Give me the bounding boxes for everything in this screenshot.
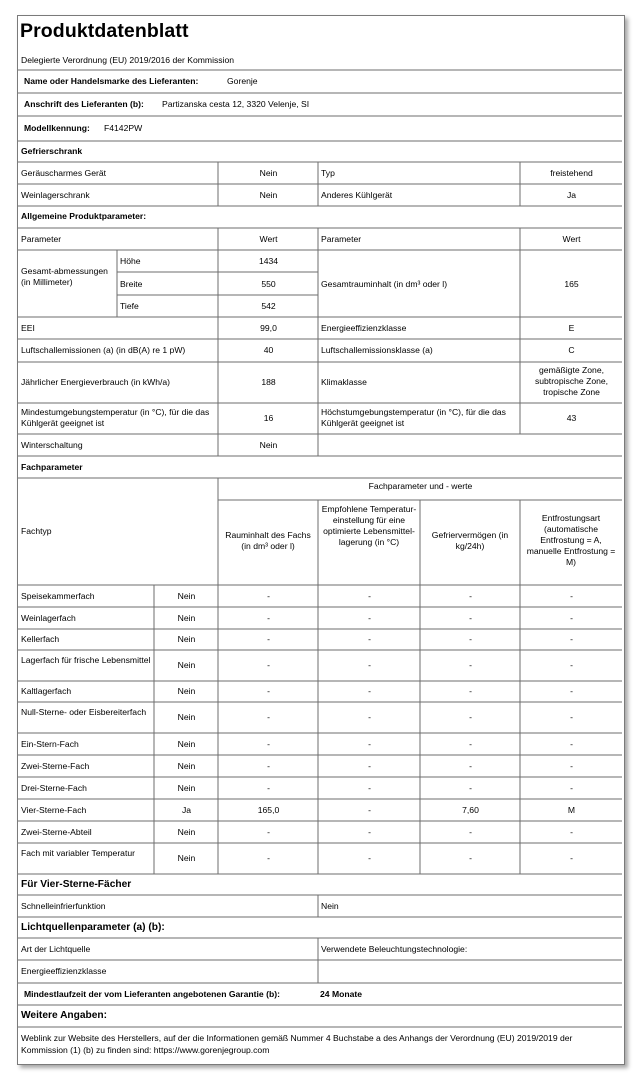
compartment-present: Ja <box>181 805 192 815</box>
total-volume-value: 165 <box>564 279 579 289</box>
noise-class-value: C <box>568 345 575 355</box>
compartment-volume: - <box>267 686 270 696</box>
dim-label: Höhe <box>120 256 141 266</box>
compartment-type-header: Fachtyp <box>21 526 52 536</box>
max-temp-label: Höchstumgebungstemperatur (in °C), für die das Kühlgerät geeignet ist <box>321 407 506 428</box>
energy-class-value: E <box>568 323 575 333</box>
compartment-name: Kaltlagerfach <box>21 686 72 696</box>
light-source-label: Art der Lichtquelle <box>21 944 91 954</box>
compartment-name: Speisekammerfach <box>21 591 95 601</box>
guarantee-value: 24 Monate <box>320 989 363 999</box>
col-header-defrost: Entfrostungsart (automatische Entfrostung = A, manuelle Entfrostung = M) <box>526 513 616 567</box>
compartment-freezing-capacity: 7,60 <box>462 805 479 815</box>
compartment-name: Drei-Sterne-Fach <box>21 783 87 793</box>
address-value: Partizanska cesta 12, 3320 Velenje, SI <box>162 99 310 109</box>
compartment-freezing-capacity: - <box>469 853 472 863</box>
compartment-temperature: - <box>368 827 371 837</box>
compartment-defrost: - <box>570 712 573 722</box>
compartment-defrost: - <box>570 686 573 696</box>
compartment-present: Nein <box>177 761 196 771</box>
col-header-temperature: Empfohlene Temperatur-einstellung für eine optimierte Lebensmittel-lagerung (in °C) <box>321 504 417 547</box>
compartment-present: Nein <box>177 660 196 670</box>
compartment-temperature: - <box>368 634 371 644</box>
further-info-text: Weblink zur Website des Herstellers, auf der die Informationen gemäß Nummer 4 Buchstabe a des Anhangs der Verordnung (EU) 2019/2019 der Kommission (1) (b) zu finden sind: https://www.gorenjegroup.com <box>21 1033 573 1055</box>
further-info-heading: Weitere Angaben: <box>21 1010 108 1021</box>
four-star-heading: Für Vier-Sterne-Fächer <box>21 879 132 890</box>
compartment-present: Nein <box>177 739 196 749</box>
freezer-row-label2: Typ <box>321 168 335 178</box>
dimensions-label: Gesamt-abmessungen (in Millimeter) <box>21 266 108 287</box>
compartment-volume: - <box>267 783 270 793</box>
compartment-freezing-capacity: - <box>469 660 472 670</box>
compartment-present: Nein <box>177 712 196 722</box>
compartment-present: Nein <box>177 686 196 696</box>
compartment-volume: - <box>267 613 270 623</box>
eei-value: 99,0 <box>260 323 277 333</box>
compartment-name: Ein-Stern-Fach <box>21 739 79 749</box>
compartment-temperature: - <box>368 761 371 771</box>
compartment-volume: - <box>267 660 270 670</box>
freezer-row-value: Nein <box>259 168 278 178</box>
compartment-present: Nein <box>177 853 196 863</box>
compartment-defrost: - <box>570 591 573 601</box>
compartment-volume: - <box>267 827 270 837</box>
compartments-heading: Fachparameter <box>21 462 83 472</box>
noise-label: Luftschallemissionen (a) (in dB(A) re 1 pW) <box>21 345 186 355</box>
page-subtitle: Delegierte Verordnung (EU) 2019/2016 der Kommission <box>21 55 235 65</box>
compartment-name: Null-Sterne- oder Eisbereiterfach <box>21 707 147 717</box>
dim-value: 542 <box>261 301 276 311</box>
freezer-row-label: Weinlagerschrank <box>21 190 90 200</box>
supplier-label: Name oder Handelsmarke des Lieferanten: <box>24 76 199 86</box>
quick-freeze-label: Schnelleinfrierfunktion <box>21 901 106 911</box>
compartment-name: Weinlagerfach <box>21 613 76 623</box>
compartment-freezing-capacity: - <box>469 686 472 696</box>
compartment-volume: - <box>267 634 270 644</box>
compartment-freezing-capacity: - <box>469 634 472 644</box>
climate-class-value: gemäßigte Zone, subtropische Zone, tropische Zone <box>534 365 609 397</box>
compartment-present: Nein <box>177 783 196 793</box>
model-label: Modellkennung: <box>24 123 90 133</box>
compartment-present: Nein <box>177 591 196 601</box>
compartment-present: Nein <box>177 827 196 837</box>
total-volume-label: Gesamtrauminhalt (in dm³ oder l) <box>321 279 448 289</box>
compartment-temperature: - <box>368 660 371 670</box>
min-temp-value: 16 <box>263 413 274 423</box>
light-heading: Lichtquellenparameter (a) (b): <box>21 922 165 933</box>
compartment-present: Nein <box>177 613 196 623</box>
general-heading: Allgemeine Produktparameter: <box>21 211 147 221</box>
col-header-volume: Rauminhalt des Fachs (in dm³ oder l) <box>225 530 311 551</box>
compartment-defrost: - <box>570 634 573 644</box>
compartment-name: Zwei-Sterne-Abteil <box>21 827 92 837</box>
compartment-name: Fach mit variabler Temperatur <box>21 848 135 858</box>
compartment-defrost: - <box>570 783 573 793</box>
freezer-row-value2: Ja <box>566 190 577 200</box>
freezer-row-label: Geräuscharmes Gerät <box>21 168 107 178</box>
quick-freeze-value: Nein <box>321 901 339 911</box>
compartment-freezing-capacity: - <box>469 712 472 722</box>
compartment-name: Zwei-Sterne-Fach <box>21 761 90 771</box>
freezer-row-label2: Anderes Kühlgerät <box>321 190 393 200</box>
compartment-freezing-capacity: - <box>469 761 472 771</box>
compartment-freezing-capacity: - <box>469 591 472 601</box>
annual-energy-value: 188 <box>261 377 276 387</box>
compartment-temperature: - <box>368 853 371 863</box>
compartment-freezing-capacity: - <box>469 783 472 793</box>
compartment-freezing-capacity: - <box>469 827 472 837</box>
compartment-temperature: - <box>368 686 371 696</box>
freezer-row-value2: freistehend <box>550 168 593 178</box>
compartment-freezing-capacity: - <box>469 739 472 749</box>
winter-switch-value: Nein <box>259 440 278 450</box>
freezer-row-value: Nein <box>259 190 278 200</box>
page-title: Produktdatenblatt <box>20 20 189 42</box>
compartment-temperature: - <box>368 783 371 793</box>
noise-class-label: Luftschallemissionsklasse (a) <box>321 345 433 355</box>
compartment-temperature: - <box>368 712 371 722</box>
compartment-name: Kellerfach <box>21 634 60 644</box>
compartment-defrost: - <box>570 613 573 623</box>
supplier-value: Gorenje <box>227 76 258 86</box>
light-technology-label: Verwendete Beleuchtungstechnologie: <box>321 944 468 954</box>
compartment-defrost: - <box>570 827 573 837</box>
compartment-volume: - <box>267 712 270 722</box>
compartment-name: Lagerfach für frische Lebensmittel <box>21 655 151 665</box>
compartment-present: Nein <box>177 634 196 644</box>
compartment-temperature: - <box>368 591 371 601</box>
compartment-defrost: M <box>567 805 576 815</box>
compartment-volume: 165,0 <box>257 805 280 815</box>
col-header-freezing-capacity: Gefriervermögen (in kg/24h) <box>431 530 509 551</box>
energy-class-label: Energieeffizienzklasse <box>321 323 407 333</box>
climate-class-label: Klimaklasse <box>321 377 367 387</box>
compartment-name: Vier-Sterne-Fach <box>21 805 87 815</box>
compartment-defrost: - <box>570 761 573 771</box>
guarantee-label: Mindestlaufzeit der vom Lieferanten angebotenen Garantie (b): <box>24 989 280 999</box>
param-header: Parameter <box>21 234 62 244</box>
value-header: Wert <box>259 234 278 244</box>
min-temp-label: Mindestumgebungstemperatur (in °C), für die das Kühlgerät geeignet ist <box>21 407 210 428</box>
eei-label: EEI <box>21 323 35 333</box>
freezer-heading: Gefrierschrank <box>21 146 83 156</box>
annual-energy-label: Jährlicher Energieverbrauch (in kWh/a) <box>21 377 171 387</box>
winter-switch-label: Winterschaltung <box>21 440 83 450</box>
light-energy-class-label: Energieeffizienzklasse <box>21 966 107 976</box>
compartment-group-header: Fachparameter und - werte <box>368 481 473 491</box>
compartment-defrost: - <box>570 853 573 863</box>
address-label: Anschrift des Lieferanten (b): <box>24 99 144 109</box>
compartment-freezing-capacity: - <box>469 613 472 623</box>
compartment-temperature: - <box>368 739 371 749</box>
compartment-temperature: - <box>368 613 371 623</box>
compartment-defrost: - <box>570 660 573 670</box>
param-header-2: Parameter <box>321 234 362 244</box>
compartment-volume: - <box>267 853 270 863</box>
compartment-defrost: - <box>570 739 573 749</box>
compartment-volume: - <box>267 761 270 771</box>
dim-value: 550 <box>261 279 276 289</box>
max-temp-value: 43 <box>566 413 577 423</box>
noise-value: 40 <box>263 345 274 355</box>
dim-label: Tiefe <box>120 301 139 311</box>
compartment-volume: - <box>267 739 270 749</box>
model-value: F4142PW <box>104 123 143 133</box>
compartment-temperature: - <box>368 805 371 815</box>
compartment-volume: - <box>267 591 270 601</box>
value-header-2: Wert <box>562 234 581 244</box>
dim-value: 1434 <box>258 256 279 266</box>
dim-label: Breite <box>120 279 143 289</box>
